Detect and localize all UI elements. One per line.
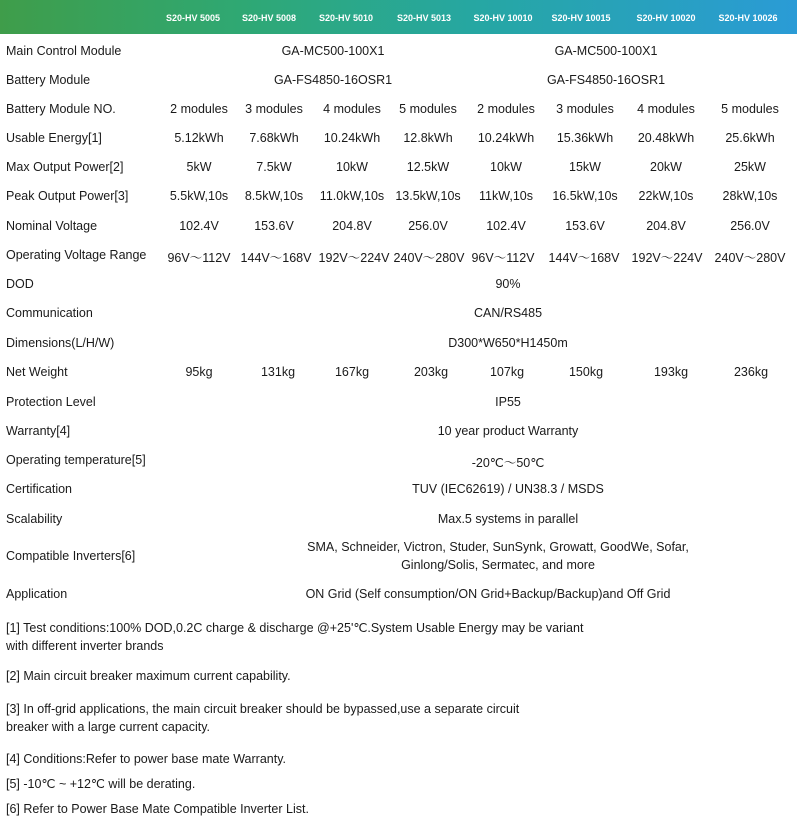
row-label: Operating temperature[5] (6, 453, 146, 467)
row-label: Nominal Voltage (6, 219, 98, 233)
value-merged: IP55 (495, 395, 521, 409)
model-header-10026: S20-HV 10026 (718, 13, 778, 23)
value-merged: 90% (495, 277, 521, 291)
model-header-5005: S20-HV 5005 (165, 13, 221, 23)
row-label: Operating Voltage Range (6, 248, 147, 262)
row-label: Scalability (6, 512, 63, 526)
value-cell: 11.0kW,10s (319, 189, 385, 203)
value-merged: D300*W650*H1450m (448, 336, 568, 350)
footnote-2: [2] Main circuit breaker maximum current capability. (6, 669, 291, 683)
value-cell: 5 modules (399, 102, 457, 116)
row-label: Dimensions(L/H/W) (6, 336, 115, 350)
value-cell: 204.8V (646, 219, 686, 233)
value-cell: 16.5kW,10s (552, 189, 618, 203)
value-cell: 236kg (733, 365, 769, 379)
value-merged: -20℃～50℃ (471, 456, 545, 470)
value-cell: 12.5kW (406, 160, 450, 174)
model-header-5010: S20-HV 5010 (318, 13, 374, 23)
value-cell: 256.0V (408, 219, 448, 233)
value-merged-line1: SMA, Schneider, Victron, Studer, SunSynk, Growatt, GoodWe, Sofar, (307, 540, 689, 554)
model-header-5013: S20-HV 5013 (396, 13, 452, 23)
row-label: Usable Energy[1] (6, 131, 102, 145)
value-cell: 192V～224V (318, 251, 390, 265)
value-cell: 7.5kW (256, 160, 292, 174)
value-cell: 95kg (185, 365, 213, 379)
value-cell: 10kW (490, 160, 522, 174)
row-label: Warranty[4] (6, 424, 71, 438)
value-cell: 150kg (568, 365, 604, 379)
value-cell: 3 modules (556, 102, 614, 116)
value-cell: 2 modules (477, 102, 535, 116)
footnote-4: [4] Conditions:Refer to power base mate Warranty. (6, 752, 286, 766)
row-label: Application (6, 587, 68, 601)
value-merged: CAN/RS485 (473, 306, 543, 320)
value-merged: Max.5 systems in parallel (437, 512, 579, 526)
value-merged: TUV (IEC62619) / UN38.3 / MSDS (412, 482, 604, 496)
value-cell: 240V～280V (714, 251, 786, 265)
value-cell: 15.36kWh (556, 131, 614, 145)
row-label: Certification (6, 482, 72, 496)
row-label: Battery Module (6, 73, 91, 87)
value-cell: 25kW (734, 160, 766, 174)
value-cell: 102.4V (179, 219, 219, 233)
value-cell: 102.4V (486, 219, 526, 233)
value-cell: 5.5kW,10s (169, 189, 229, 203)
model-header-10020: S20-HV 10020 (636, 13, 696, 23)
footnote-1-line2: with different inverter brands (6, 639, 164, 653)
value-cell: 204.8V (332, 219, 372, 233)
value-cell: 11kW,10s (479, 189, 533, 203)
value-cell: 96V～112V (167, 251, 231, 265)
value-cell: 3 modules (245, 102, 303, 116)
value-cell: 4 modules (323, 102, 381, 116)
value-left: GA-MC500-100X1 (281, 44, 385, 58)
value-cell: 144V～168V (240, 251, 312, 265)
value-cell: 13.5kW,10s (395, 189, 461, 203)
row-label: Main Control Module (6, 44, 122, 58)
value-cell: 28kW,10s (722, 189, 778, 203)
row-label: Peak Output Power[3] (6, 189, 129, 203)
value-right: GA-MC500-100X1 (554, 44, 658, 58)
row-label: Communication (6, 306, 93, 320)
value-cell: 167kg (334, 365, 370, 379)
row-label: Compatible Inverters[6] (6, 549, 136, 563)
footnote-5: [5] -10℃ ~ +12℃ will be derating. (6, 777, 196, 791)
value-cell: 240V～280V (393, 251, 465, 265)
model-header-10015: S20-HV 10015 (551, 13, 611, 23)
row-label: Net Weight (6, 365, 68, 379)
row-label: DOD (6, 277, 34, 291)
value-cell: 5 modules (721, 102, 779, 116)
value-cell: 20kW (650, 160, 682, 174)
model-header-5008: S20-HV 5008 (241, 13, 297, 23)
value-cell: 193kg (653, 365, 689, 379)
value-cell: 256.0V (730, 219, 770, 233)
row-label: Protection Level (6, 395, 96, 409)
value-cell: 10.24kWh (323, 131, 381, 145)
value-cell: 7.68kWh (249, 131, 299, 145)
value-merged: 10 year product Warranty (437, 424, 579, 438)
value-cell: 22kW,10s (638, 189, 694, 203)
footnote-3-line1: [3] In off-grid applications, the main circuit breaker should be bypassed,use a separate circuit (6, 702, 520, 716)
footnote-6: [6] Refer to Power Base Mate Compatible Inverter List. (6, 802, 309, 816)
value-cell: 2 modules (170, 102, 228, 116)
value-cell: 10.24kWh (477, 131, 535, 145)
value-cell: 20.48kWh (637, 131, 695, 145)
row-label: Battery Module NO. (6, 102, 116, 116)
value-merged: ON Grid (Self consumption/ON Grid+Backup/Backup)and Off Grid (305, 587, 671, 601)
value-cell: 203kg (413, 365, 449, 379)
value-cell: 25.6kWh (725, 131, 775, 145)
footnote-3-line2: breaker with a large current capacity. (6, 720, 211, 734)
value-cell: 5kW (186, 160, 212, 174)
value-cell: 153.6V (254, 219, 294, 233)
value-cell: 12.8kWh (403, 131, 453, 145)
value-cell: 5.12kWh (174, 131, 224, 145)
value-merged-line2: Ginlong/Solis, Sermatec, and more (401, 558, 595, 572)
value-cell: 131kg (260, 365, 296, 379)
footnote-1 (6, 619, 583, 655)
value-left: GA-FS4850-16OSR1 (273, 73, 393, 87)
value-cell: 10kW (336, 160, 368, 174)
row-label: Max Output Power[2] (6, 160, 124, 174)
model-header-10010: S20-HV 10010 (473, 13, 533, 23)
value-cell: 192V～224V (631, 251, 703, 265)
value-cell: 15kW (569, 160, 601, 174)
value-cell: 144V～168V (548, 251, 620, 265)
value-cell: 4 modules (637, 102, 695, 116)
value-cell: 8.5kW,10s (244, 189, 304, 203)
value-cell: 96V～112V (471, 251, 535, 265)
value-right: GA-FS4850-16OSR1 (546, 73, 666, 87)
footnote-3 (6, 700, 519, 736)
value-cell: 153.6V (565, 219, 605, 233)
value-cell: 107kg (489, 365, 525, 379)
footnote-1-line1: [1] Test conditions:100% DOD,0.2C charge & discharge @+25'℃.System Usable Energy may be variant (6, 621, 584, 635)
model-header-bar (0, 0, 797, 34)
